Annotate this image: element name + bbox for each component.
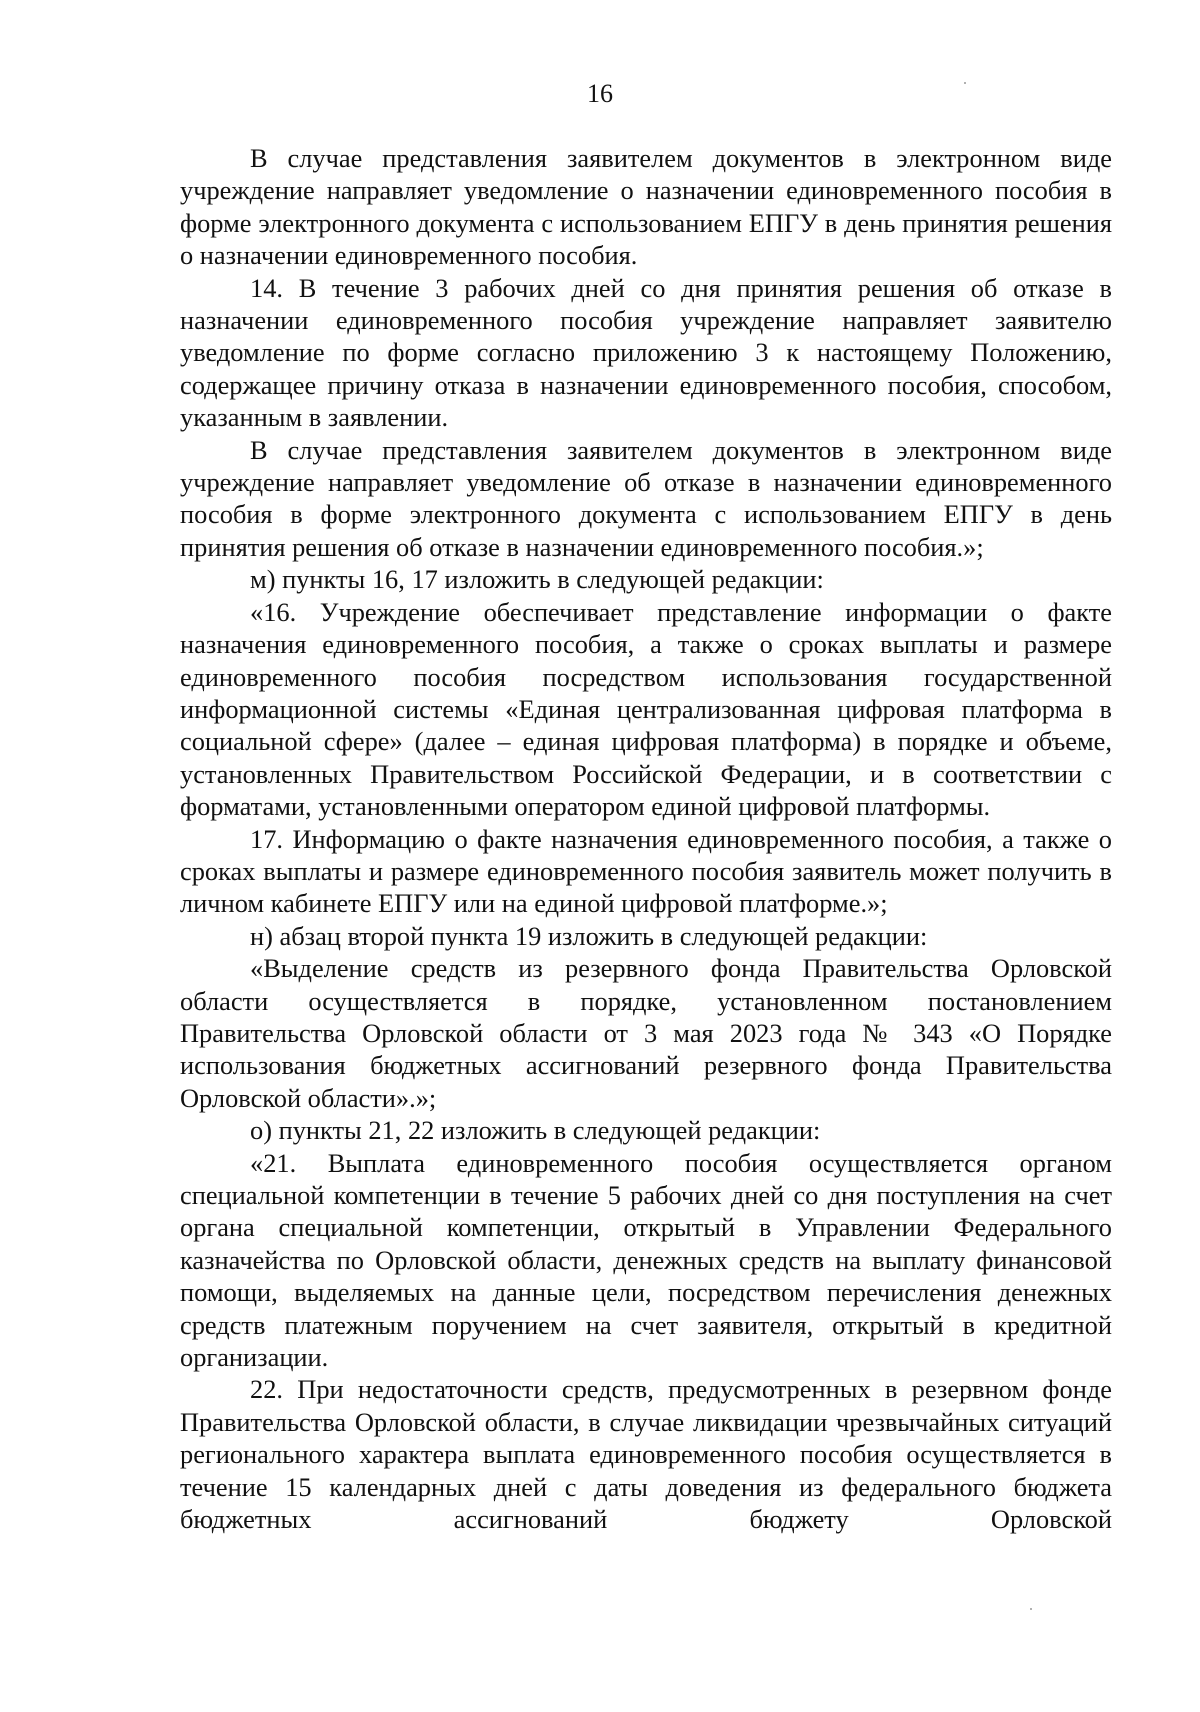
paragraph-subitem-n: н) абзац второй пункта 19 изложить в следующей редакции:	[250, 920, 928, 951]
paragraph-item-22: 22. При недостаточности средств, предусмотренных в резервном фонде Правительства Орловской области, в случае ликвидации чрезвычайных ситуаций регионального характера выплата единовременного пособия осуществляется в течение 15 календарных дней с даты доведения из федерального бюджета бюджетных ассигнований бюджету Орловской	[180, 1374, 1112, 1535]
paragraph-electronic-notification: В случае представления заявителем документов в электронном виде учреждение направляет уведомление о назначении единовременного пособия в форме электронного документа с использованием ЕПГУ в день принятия решения о назначении единовременного пособия.	[180, 143, 1112, 271]
paragraph-item-17: 17. Информацию о факте назначения единовременного пособия, а также о сроках выплаты и размере единовременного пособия заявитель может получить в личном кабинете ЕПГУ или на единой цифровой платформе.»;	[180, 823, 1112, 919]
scan-speck	[1030, 1608, 1032, 1610]
paragraph-item-16: «16. Учреждение обеспечивает представление информации о факте назначения единовременного пособия, а также о сроках выплаты и размере единовременного пособия посредством использования государственной информационной системы «Единая централизованная цифровая платформа в социальной сфере» (далее – единая цифровая платформа) в порядке и объеме, установленных Правительством Российской Федерации, и в соответствии с форматами, установленными оператором единой цифровой платформы.	[180, 596, 1112, 822]
paragraph-electronic-refusal: В случае представления заявителем документов в электронном виде учреждение направляет уведомление об отказе в назначении единовременного пособия в форме электронного документа с использованием ЕПГУ в день принятия решения об отказе в назначении единовременного пособия.»;	[180, 434, 1112, 562]
paragraph-item-14: 14. В течение 3 рабочих дней со дня принятия решения об отказе в назначении единовременного пособия учреждение направляет заявителю уведомление по форме согласно приложению 3 к настоящему Положению, содержащее причину отказа в назначении единовременного пособия, способом, указанным в заявлении.	[180, 272, 1112, 433]
paragraph-subitem-o: о) пункты 21, 22 изложить в следующей редакции:	[250, 1115, 821, 1146]
page-number: 16	[587, 79, 613, 108]
document-body	[180, 142, 1112, 1535]
paragraph-item-21: «21. Выплата единовременного пособия осуществляется органом специальной компетенции в течение 5 рабочих дней со дня поступления на счет органа специальной компетенции, открытый в Управлении Федерального казначейства по Орловской области, денежных средств на выплату финансовой помощи, выделяемых на данные цели, посредством перечисления денежных средств платежным поручением на счет заявителя, открытый в кредитной организации.	[180, 1147, 1112, 1373]
paragraph-subitem-m: м) пункты 16, 17 изложить в следующей редакции:	[250, 564, 824, 595]
scan-speck	[964, 82, 966, 84]
paragraph-reserve-fund: «Выделение средств из резервного фонда Правительства Орловской области осуществляется в порядке, установленном постановлением Правительства Орловской области от 3 мая 2023 года № 343 «О Порядке использования бюджетных ассигнований резервного фонда Правительства Орловской области».»;	[180, 953, 1112, 1113]
